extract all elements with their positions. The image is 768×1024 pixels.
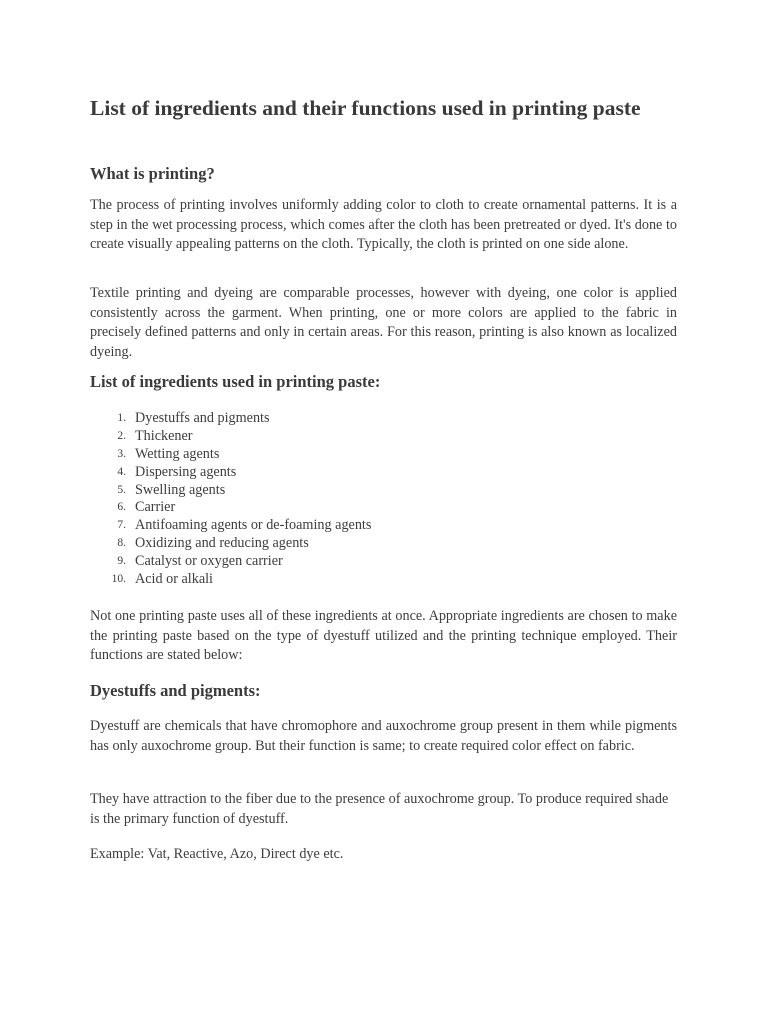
list-number: 1. (117, 412, 126, 424)
paragraph-printing-vs-dyeing: Textile printing and dyeing are comparable processes, however with dyeing, one color is applied consistently across the garment. When printing, one or more colors are applied to the fabric in precisely defined patterns and only in certain areas. For this reason, printing is also known as localized dyeing. (90, 285, 677, 360)
list-number: 8. (117, 537, 126, 550)
list-number: 7. (117, 519, 126, 532)
heading-dyestuffs-and-pigments: Dyestuffs and pigments: (90, 681, 261, 700)
list-item (90, 410, 371, 428)
paragraph-dyestuff-definition: Dyestuff are chemicals that have chromophore and auxochrome group present in them while pigments has only auxochrome group. But their function is same; to create required color effect on fabric. (90, 718, 677, 754)
list-item (90, 482, 371, 500)
list-item (90, 446, 371, 464)
list-number: 2. (117, 429, 126, 442)
paragraph-ingredients-note: Not one printing paste uses all of these ingredients at once. Appropriate ingredients are chosen to make the printing paste based on the type of dyestuff utilized and the printing technique employed. Their functions are stated below: (90, 608, 677, 663)
list-item-label: Oxidizing and reducing agents (135, 535, 309, 552)
list-number: 9. (117, 555, 126, 568)
list-item-label: Dispersing agents (135, 463, 237, 480)
list-item-label: Swelling agents (135, 481, 226, 498)
heading-what-is-printing: What is printing? (90, 164, 215, 183)
paragraph-dyestuff-examples: Example: Vat, Reactive, Azo, Direct dye etc. (90, 846, 344, 862)
list-item (90, 499, 371, 517)
list-item-label: Wetting agents (135, 445, 220, 462)
list-number: 6. (117, 501, 126, 514)
list-number: 10. (111, 573, 126, 586)
list-item-label: Acid or alkali (135, 571, 214, 588)
list-item (90, 535, 371, 553)
paragraph-dyestuff-function: They have attraction to the fiber due to the presence of auxochrome group. To produce required shade is the primary function of dyestuff. (90, 791, 669, 827)
list-number: 3. (117, 447, 126, 460)
list-item (90, 517, 371, 535)
list-item (90, 553, 371, 571)
list-number: 4. (117, 465, 126, 478)
list-item (90, 428, 371, 446)
paragraph-printing-definition: The process of printing involves uniformly adding color to cloth to create ornamental patterns. It is a step in the wet processing process, which comes after the cloth has been pretreated or dyed. It's done to create visually appealing patterns on the cloth. Typically, the cloth is printed on one side alone. (90, 197, 677, 252)
list-item-label: Antifoaming agents or de-foaming agents (135, 517, 372, 534)
list-item-label: Carrier (135, 499, 176, 516)
list-item (90, 464, 371, 482)
list-item (90, 571, 371, 589)
list-number: 5. (117, 483, 126, 496)
heading-ingredients-list: List of ingredients used in printing paste: (90, 372, 381, 391)
document-title: List of ingredients and their functions used in printing paste (90, 96, 641, 120)
list-item-label: Thickener (135, 427, 193, 444)
list-item-label: Dyestuffs and pigments (135, 410, 270, 426)
list-item-label: Catalyst or oxygen carrier (135, 553, 283, 570)
ingredients-list (90, 410, 371, 589)
